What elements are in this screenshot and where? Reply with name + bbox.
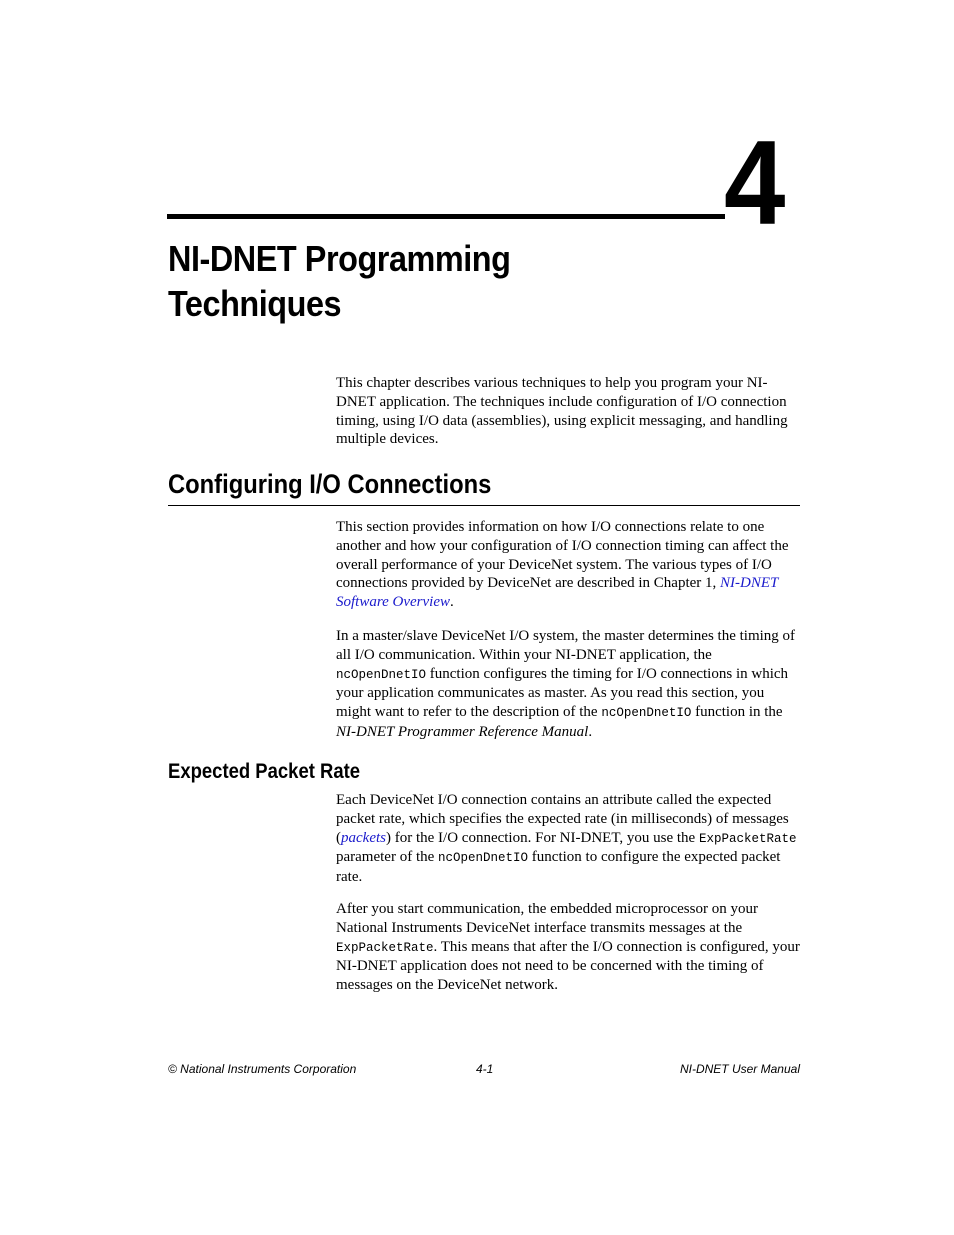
chapter-rule <box>167 214 725 219</box>
section1-p1-end: . <box>450 594 454 611</box>
section2-p2-a: After you start communication, the embedded microprocessor on your National Instruments DeviceNet interface transmits messages at the <box>336 901 758 936</box>
footer-page-number: 4-1 <box>476 1062 494 1076</box>
packets-link[interactable]: packets <box>341 829 386 846</box>
section2-p2-b: . This means that after the I/O connection is configured, your NI-DNET application does not need to be concerned with the timing of messages on the DeviceNet network. <box>336 938 800 994</box>
section2-p1-c: parameter of the <box>336 849 439 866</box>
ncopendnetio-code: ncOpenDnetIO <box>601 706 692 721</box>
section-heading-expected-packet-rate: Expected Packet Rate <box>168 760 361 783</box>
section1-p1-text: This section provides information on how I/O connections relate to one another and how your configuration of I/O connection timing can affect the overall performance of your DeviceNet system. The various types of I/O connections provided by DeviceNet are described in Chapter 1, <box>336 519 789 592</box>
exppacketrate-code: ExpPacketRate <box>698 831 797 846</box>
section1-p2-c: function in the <box>691 704 783 721</box>
footer-copyright: © National Instruments Corporation <box>168 1062 357 1076</box>
section1-p2-b: function configures the timing for I/O connections in which your application communicates as master. As you read this section, you might want to refer to the description of the <box>336 665 789 721</box>
section1-paragraph-1 <box>336 518 802 612</box>
ni-dnet-software-overview-link[interactable]: NI-DNET Software Overview <box>336 575 779 611</box>
section2-paragraph-1 <box>336 791 802 887</box>
section1-paragraph-2 <box>336 627 802 742</box>
footer-manual-title: NI-DNET User Manual <box>679 1062 800 1076</box>
ncopendnetio-code: ncOpenDnetIO <box>336 667 427 682</box>
section2-paragraph-2 <box>336 900 802 995</box>
intro-paragraph: This chapter describes various techniques to help you program your NI-DNET application. The techniques include configuration of I/O connection timing, using I/O data (assemblies), using explicit messaging, and handling multiple devices. <box>336 375 788 448</box>
section2-p1-b: ) for the I/O connection. For NI-DNET, you use the <box>385 829 699 846</box>
section1-p2-end: . <box>588 723 593 740</box>
section2-p1-a: Each DeviceNet I/O connection contains an attribute called the expected packet rate, which specifies the expected rate (in milliseconds) of messages ( <box>336 792 789 846</box>
section1-p2-a: In a master/slave DeviceNet I/O system, the master determines the timing of all I/O communication. Within your NI-DNET application, the <box>336 628 796 663</box>
section2-p1-d: function to configure the expected packet rate. <box>336 849 781 886</box>
chapter-number: 4 <box>724 116 786 250</box>
section-heading-configuring: Configuring I/O Connections <box>168 469 492 499</box>
programmer-reference-manual-title: NI-DNET Programmer Reference Manual <box>336 723 589 740</box>
exppacketrate-code: ExpPacketRate <box>336 940 434 955</box>
ncopendnetio-code: ncOpenDnetIO <box>438 851 529 866</box>
chapter-title: NI-DNET Programming Techniques <box>168 238 511 324</box>
section-rule <box>168 505 800 506</box>
